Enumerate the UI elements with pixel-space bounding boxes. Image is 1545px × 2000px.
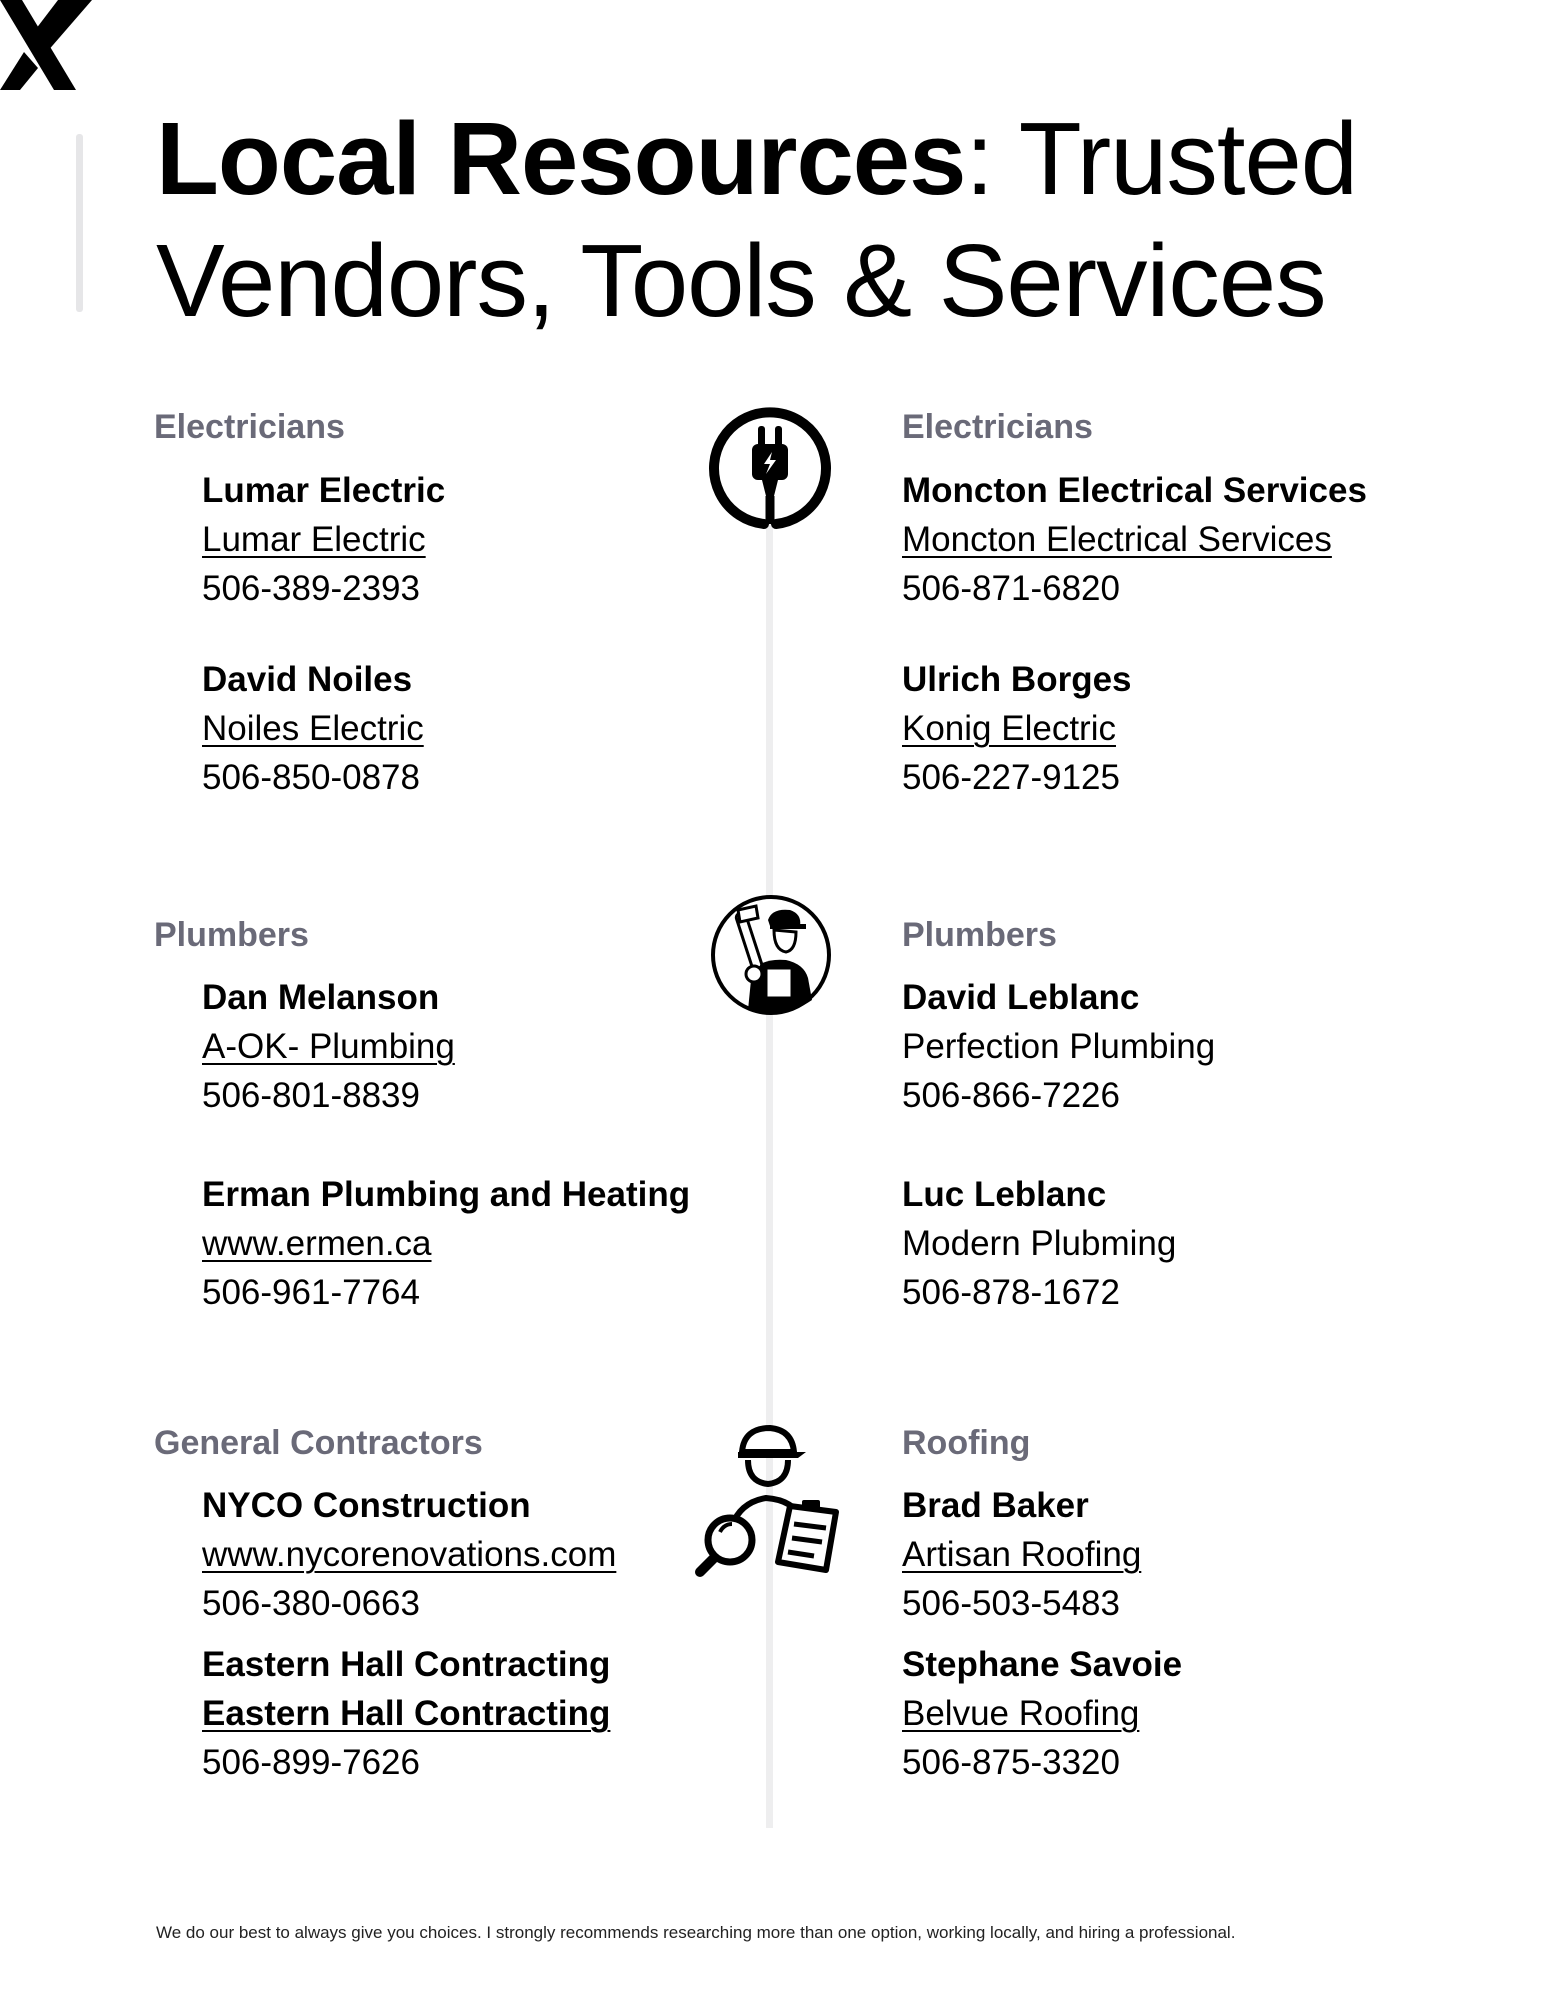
section-label-electricians-right: Electricians: [902, 408, 1093, 446]
vendor-link[interactable]: Moncton Electrical Services: [902, 520, 1332, 559]
vendor-link[interactable]: Noiles Electric: [202, 709, 424, 748]
footer-disclaimer: We do our best to always give you choices. I strongly recommends researching more than one option, working locally, and hiring a professional.: [156, 1923, 1236, 1942]
vendor-link[interactable]: Eastern Hall Contracting: [202, 1694, 611, 1733]
vendor-name: David Leblanc: [902, 978, 1140, 1017]
vendor-phone: 506-503-5483: [902, 1584, 1120, 1623]
vendor-name: Eastern Hall Contracting: [202, 1645, 611, 1684]
center-divider: [766, 510, 773, 1828]
vendor-name: Dan Melanson: [202, 978, 440, 1017]
vendor-phone: 506-899-7626: [202, 1743, 420, 1782]
vendor-link[interactable]: Lumar Electric: [202, 520, 426, 559]
vendor-phone: 506-866-7226: [902, 1076, 1120, 1115]
section-label-plumbers-right: Plumbers: [902, 916, 1057, 954]
vendor-entry: [202, 1640, 610, 1787]
vendor-entry: [902, 1640, 1182, 1787]
vendor-entry: [902, 466, 1367, 613]
vendor-name: Ulrich Borges: [902, 660, 1132, 699]
vendor-link[interactable]: www.ermen.ca: [202, 1224, 432, 1263]
vendor-phone: 506-850-0878: [202, 758, 420, 797]
contractor-inspector-icon: [694, 1420, 844, 1580]
vendor-company: Perfection Plumbing: [902, 1027, 1216, 1066]
title-bold: Local Resources: [156, 101, 966, 216]
vendor-name: Lumar Electric: [202, 471, 446, 510]
vendor-entry: [902, 973, 1215, 1120]
vendor-name: Erman Plumbing and Heating: [202, 1175, 691, 1214]
vendor-name: David Noiles: [202, 660, 413, 699]
vendor-company: Modern Plubming: [902, 1224, 1177, 1263]
section-label-electricians-left: Electricians: [154, 408, 345, 446]
vendor-phone: 506-380-0663: [202, 1584, 420, 1623]
vendor-name: Stephane Savoie: [902, 1645, 1183, 1684]
vendor-phone: 506-871-6820: [902, 569, 1120, 608]
vendor-name: Brad Baker: [902, 1486, 1089, 1525]
title-rest: : Trusted Vendors, Tools & Services: [156, 101, 1358, 338]
page-title: [156, 98, 1456, 342]
section-label-general-contractors: General Contractors: [154, 1424, 483, 1462]
vendor-name: NYCO Construction: [202, 1486, 531, 1525]
brand-x-logo-icon: [0, 0, 92, 92]
vendor-entry: [202, 1170, 690, 1317]
vendor-entry: [902, 1170, 1176, 1317]
vendor-phone: 506-801-8839: [202, 1076, 420, 1115]
vendor-phone: 506-878-1672: [902, 1273, 1120, 1312]
title-accent-bar: [76, 134, 83, 312]
vendor-entry: [902, 1481, 1141, 1628]
section-label-plumbers-left: Plumbers: [154, 916, 309, 954]
vendor-entry: [202, 973, 455, 1120]
plumber-icon: [708, 892, 834, 1018]
section-label-roofing: Roofing: [902, 1424, 1031, 1462]
vendor-phone: 506-875-3320: [902, 1743, 1120, 1782]
vendor-entry: [202, 655, 424, 802]
vendor-link[interactable]: Belvue Roofing: [902, 1694, 1140, 1733]
vendor-entry: [902, 655, 1132, 802]
vendor-entry: [202, 1481, 616, 1628]
vendor-name: Moncton Electrical Services: [902, 471, 1367, 510]
vendor-link[interactable]: Artisan Roofing: [902, 1535, 1142, 1574]
vendor-name: Luc Leblanc: [902, 1175, 1107, 1214]
vendor-entry: [202, 466, 445, 613]
vendor-phone: 506-961-7764: [202, 1273, 420, 1312]
vendor-link[interactable]: A-OK- Plumbing: [202, 1027, 455, 1066]
vendor-link[interactable]: Konig Electric: [902, 709, 1116, 748]
vendor-link[interactable]: www.nycorenovations.com: [202, 1535, 617, 1574]
vendor-phone: 506-389-2393: [202, 569, 420, 608]
vendor-phone: 506-227-9125: [902, 758, 1120, 797]
electric-plug-icon: [706, 404, 834, 532]
